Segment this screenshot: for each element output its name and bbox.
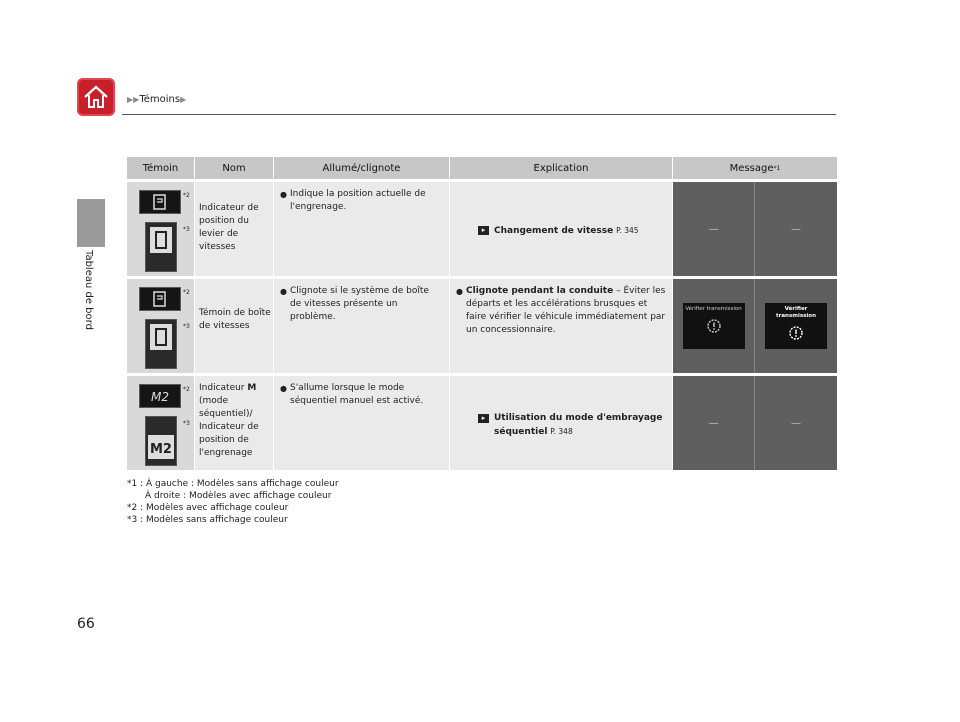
header-temoin: Témoin	[127, 157, 195, 179]
footnote-3: *3 : Modèles sans affichage couleur	[127, 515, 288, 525]
breadcrumb-end-arrow: ▶	[180, 95, 187, 104]
transmission-indicator-icon	[140, 288, 180, 310]
breadcrumb-link-temoins[interactable]: Témoins	[139, 94, 181, 105]
warning-text: Vérifier transmission	[776, 306, 816, 319]
explication-cell	[450, 376, 673, 470]
gear-display-mono	[145, 222, 177, 272]
gear-display-color	[139, 384, 181, 408]
indicator-name: Témoin de boîte de vitesses	[195, 279, 274, 373]
m2-indicator-icon	[140, 385, 180, 407]
message-left: —	[673, 376, 755, 470]
sup-note-3: *3	[183, 226, 190, 233]
footnote-1: *1 : À gauche : Modèles sans affichage couleur	[127, 479, 339, 489]
message-right: —	[755, 182, 837, 276]
ref-link[interactable]: Changement de vitesse	[494, 226, 614, 236]
header-explication: Explication	[450, 157, 673, 179]
header-nom: Nom	[195, 157, 274, 179]
warning-message-mono	[683, 303, 745, 349]
message-right: —	[755, 376, 837, 470]
indicator-name	[195, 376, 274, 470]
footnote-1b: À droite : Modèles avec affichage couleur	[145, 491, 332, 501]
ref-page: P. 348	[550, 427, 573, 436]
message-left	[673, 279, 755, 373]
breadcrumb	[127, 94, 186, 105]
indicator-name: Indicateur de position du levier de vitesses	[195, 182, 274, 276]
ref-link[interactable]: Utilisation du mode d'embrayage séquentiel	[494, 413, 663, 437]
expl-bold: Clignote pendant la conduite	[466, 286, 614, 296]
indicator-image-cell	[127, 376, 195, 470]
section-label: Tableau de bord	[83, 250, 94, 330]
table-row	[127, 279, 837, 373]
header-allume: Allumé/clignote	[274, 157, 450, 179]
name-pre: Indicateur	[199, 383, 248, 393]
allume-text: Clignote si le système de boîte de vitesses présente un problème.	[290, 286, 429, 322]
page-number: 66	[77, 616, 95, 632]
expl-text: – Éviter les départs et les accélérations brusques et faire vérifier le véhicule immédiatement par un concessionnaire.	[466, 286, 666, 335]
header-message	[673, 157, 837, 179]
page-ref-icon: ▸	[478, 414, 489, 423]
footnote-2: *2 : Modèles avec affichage couleur	[127, 503, 289, 513]
section-tab	[77, 199, 105, 247]
bullet-icon: ●	[280, 287, 287, 296]
allume-text: S'allume lorsque le mode séquentiel manuel est activé.	[290, 383, 424, 406]
warning-message-color	[765, 303, 827, 349]
header-rule	[122, 114, 836, 115]
warning-text: Vérifier transmission	[685, 306, 742, 312]
indicator-image-cell	[127, 182, 195, 276]
gear-display-color	[139, 287, 181, 311]
sup-note-2: *2	[183, 386, 190, 393]
header-message-sup: *1	[773, 164, 781, 172]
table-row	[127, 182, 837, 276]
name-post: (mode séquentiel)/ Indicateur de position de l'engrenage	[199, 396, 259, 458]
allume-cell	[274, 376, 450, 470]
breadcrumb-arrows: ▶▶	[127, 95, 140, 104]
allume-cell	[274, 182, 450, 276]
gear-indicator-mono-icon	[146, 223, 176, 271]
svg-text:M2: M2	[150, 442, 172, 457]
transmission-warning-icon	[705, 317, 723, 335]
gear-display-mono	[145, 319, 177, 369]
home-button[interactable]	[77, 78, 115, 116]
message-right	[755, 279, 837, 373]
gear-display-color	[139, 190, 181, 214]
explication-cell	[450, 182, 673, 276]
sup-note-2: *2	[183, 289, 190, 296]
bullet-icon: ●	[280, 384, 287, 393]
message-left: —	[673, 182, 755, 276]
table-header	[127, 157, 837, 179]
svg-text:M2: M2	[151, 390, 169, 404]
page-ref-icon: ▸	[478, 226, 489, 235]
allume-cell	[274, 279, 450, 373]
gear-display-mono	[145, 416, 177, 466]
footnotes	[127, 478, 339, 526]
name-bold: M	[247, 383, 257, 393]
gear-indicator-icon	[140, 191, 180, 213]
sup-note-2: *2	[183, 192, 190, 199]
transmission-warning-icon	[787, 324, 805, 342]
indicator-image-cell	[127, 279, 195, 373]
home-icon	[81, 82, 111, 112]
bullet-icon: ●	[280, 190, 287, 199]
bullet-icon: ●	[456, 287, 463, 296]
header-message-label: Message	[729, 162, 774, 174]
transmission-mono-icon	[146, 320, 176, 368]
explication-cell	[450, 279, 673, 373]
table-row	[127, 376, 837, 470]
allume-text: Indique la position actuelle de l'engrenage.	[290, 189, 426, 212]
sup-note-3: *3	[183, 323, 190, 330]
m2-mono-icon	[146, 417, 176, 465]
ref-page: P. 345	[616, 226, 639, 235]
indicator-table	[127, 157, 837, 470]
sup-note-3: *3	[183, 420, 190, 427]
